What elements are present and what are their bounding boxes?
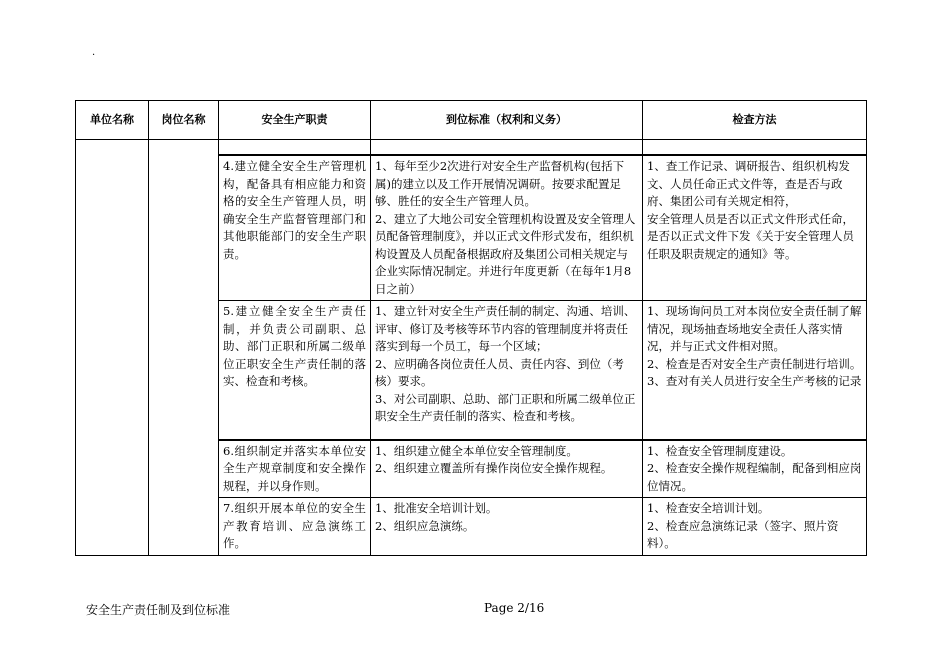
method-item: 2、检查是否对安全生产责任制进行培训。: [647, 356, 862, 371]
method-item: 1、检查安全培训计划。: [647, 501, 770, 515]
standard-cell: [371, 301, 643, 440]
method-cell: [643, 301, 867, 440]
footer-page-number: Page 2/16: [484, 601, 545, 615]
standard-item: 1、每年至少2次进行对安全生产监督机构(包括下属)的建立以及工作开展情况调研。按要求配置足够、胜任的安全生产管理人员。: [375, 159, 625, 208]
spacer-row: [76, 140, 867, 156]
method-item: 1、现场询问员工对本岗位安全责任制了解情况，现场抽查场地安全责任人落实情况，并与正式文件相对照。: [647, 304, 862, 353]
method-item: 2、检查安全操作规程编制，配备到相应岗位情况。: [647, 461, 862, 493]
method-item: 安全管理人员是否以正式文件形式任命，是否以正式文件下发《关于安全管理人员任职及职责规定的通知》等。: [647, 211, 854, 261]
standard-item: 3、对公司副职、总助、部门正职和所属二级单位正职安全生产责任制的落实、检查和考核。: [375, 391, 636, 423]
post-name-cell: [149, 140, 219, 556]
standard-item: 2、建立了大地公司安全管理机构设置及安全管理人员配备管理制度》，并以正式文件形式发布，组织机构设置及人员配备根据政府及集团公司相关规定与企业实际情况制定。并进行年度更新（在每年1月8日之前）: [375, 211, 636, 296]
method-item: 2、检查应急演练记录（签字、照片资料）。: [647, 518, 839, 550]
method-cell: [643, 498, 867, 556]
duty-cell: 6.组织制定并落实本单位安全生产规章制度和安全操作规程，并以身作则。: [219, 440, 371, 498]
table-header-row: [76, 101, 867, 140]
method-cell: [643, 440, 867, 498]
responsibility-table: [75, 100, 867, 556]
method-cell: [643, 155, 867, 301]
method-item: 1、查工作记录、调研报告、组织机构发文、人员任命正式文件等，查是否与政府、集团公司有关规定相符，: [647, 159, 850, 208]
standard-cell: [371, 440, 643, 498]
header-unit-name: 单位名称: [76, 101, 149, 140]
method-item: 1、检查安全管理制度建设。: [647, 443, 793, 458]
header-post-name: 岗位名称: [149, 101, 219, 140]
standard-cell: [371, 498, 643, 556]
footer-document-title: 安全生产责任制及到位标准: [86, 603, 231, 617]
method-item: 3、查对有关人员进行安全生产考核的记录: [647, 374, 862, 388]
standard-item: 1、建立针对安全生产责任制的制定、沟通、培训、评审、修订及考核等环节内容的管理制度并将责任落实到每一个员工，每一个区域；: [375, 304, 636, 353]
duty-cell: 4.建立健全安全生产管理机构，配备具有相应能力和资格的安全生产管理人员，明确安全生产监督管理部门和其他职能部门的安全生产职责。: [219, 155, 371, 301]
standard-item: 1、批准安全培训计划。: [375, 501, 498, 515]
header-safety-duty: 安全生产职责: [219, 101, 371, 140]
standard-item: 2、组织应急演练。: [375, 518, 475, 533]
unit-name-cell: [76, 140, 149, 556]
standard-item: 2、组织建立覆盖所有操作岗位安全操作规程。: [375, 461, 613, 475]
page-mark: .: [92, 47, 96, 58]
standard-cell: [371, 155, 643, 301]
standard-item: 2、应明确各岗位责任人员、责任内容、到位（考核）要求。: [375, 356, 624, 388]
header-standard: 到位标准（权利和义务）: [371, 101, 643, 140]
duty-cell: 5.建立健全安全生产责任制，并负责公司副职、总助、部门正职和所属二级单位正职安全生产责任制的落实、检查和考核。: [219, 301, 371, 440]
standard-item: 1、组织建立健全本单位安全管理制度。: [375, 443, 578, 458]
duty-cell: 7.组织开展本单位的安全生产教育培训、应急演练工作。: [219, 498, 371, 556]
header-check-method: 检查方法: [643, 101, 867, 140]
